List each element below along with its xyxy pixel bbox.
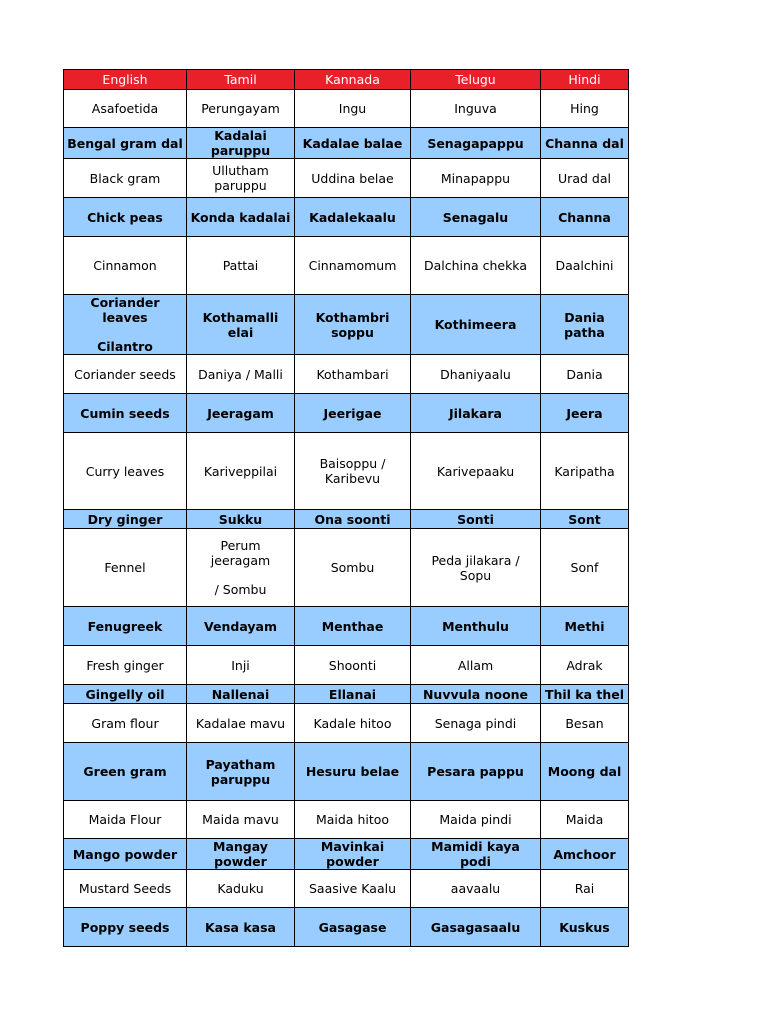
cell-text: Moong dal — [547, 764, 622, 779]
cell-text: Menthae — [321, 618, 384, 634]
cell-text: Sukku — [218, 511, 263, 527]
cell-kannada — [295, 801, 411, 839]
cell-kannada — [295, 90, 411, 128]
cell-text: Nuvvula noone — [422, 686, 529, 702]
cell-telugu — [411, 198, 541, 237]
table-row — [64, 704, 629, 743]
cell-text: Daniya / Malli — [198, 366, 283, 382]
cell-text: Senagapappu — [427, 135, 524, 151]
cell-english — [64, 646, 187, 685]
cell-telugu — [411, 870, 541, 908]
cell-hindi — [541, 510, 629, 529]
cell-text: Chick peas — [87, 209, 163, 225]
cell-text: aavaalu — [450, 881, 501, 896]
cell-kannada — [295, 908, 411, 947]
cell-tamil — [187, 801, 295, 839]
cell-text: Green gram — [83, 764, 167, 779]
cell-text: Senaga pindi — [434, 715, 517, 731]
cell-text: Channa — [558, 209, 611, 225]
header-kannada: Kannada — [295, 70, 411, 90]
cell-text: Maida mavu — [202, 812, 279, 827]
cell-text: Curry leaves — [85, 463, 165, 479]
cell-telugu — [411, 510, 541, 529]
cell-english — [64, 529, 187, 607]
cell-hindi — [541, 355, 629, 394]
table-header — [64, 70, 629, 90]
table-row — [64, 870, 629, 908]
header-english: English — [64, 70, 187, 90]
cell-text: Mango powder — [72, 846, 178, 862]
cell-kannada — [295, 743, 411, 801]
cell-english — [64, 704, 187, 743]
cell-tamil — [187, 394, 295, 433]
cell-text: Kadalae mavu — [195, 715, 286, 731]
cell-text: Jilakara — [448, 405, 502, 421]
cell-english — [64, 510, 187, 529]
cell-text: Mustard Seeds — [78, 881, 172, 896]
cell-tamil — [187, 839, 295, 870]
table-row — [64, 355, 629, 394]
cell-text: Kuskus — [559, 919, 610, 935]
cell-text: Cilantro — [97, 339, 153, 354]
cell-text: Rai — [574, 881, 595, 896]
cell-english — [64, 237, 187, 295]
cell-text: Ellanai — [328, 686, 377, 702]
cell-text: paruppu — [210, 771, 271, 787]
table-row — [64, 394, 629, 433]
cell-text: Uddina belae — [311, 170, 394, 186]
cell-hindi — [541, 198, 629, 237]
cell-text: Shoonti — [328, 657, 377, 673]
table-row — [64, 90, 629, 128]
cell-english — [64, 433, 187, 510]
cell-text: Kaduku — [217, 881, 264, 896]
cell-text: Adrak — [566, 657, 603, 673]
cell-text: Inguva — [454, 101, 497, 116]
cell-text: Coriander leaves — [90, 295, 160, 325]
cell-text: Sombu — [330, 560, 375, 575]
cell-tamil — [187, 646, 295, 685]
cell-text: Gasagase — [318, 919, 387, 935]
table-row — [64, 295, 629, 355]
cell-english — [64, 90, 187, 128]
table-body — [64, 90, 629, 947]
cell-tamil — [187, 237, 295, 295]
cell-english — [64, 870, 187, 908]
cell-text: Fresh ginger — [86, 657, 164, 673]
cell-text: Kothambari — [316, 366, 389, 382]
cell-text: Vendayam — [204, 618, 277, 634]
cell-text: Channa dal — [545, 135, 624, 151]
cell-text: Mavinkai powder — [320, 839, 385, 869]
cell-english — [64, 394, 187, 433]
cell-telugu — [411, 685, 541, 704]
cell-telugu — [411, 237, 541, 295]
table-row — [64, 510, 629, 529]
cell-kannada — [295, 159, 411, 198]
cell-english — [64, 839, 187, 870]
cell-telugu — [411, 839, 541, 870]
cell-kannada — [295, 839, 411, 870]
cell-telugu — [411, 159, 541, 198]
cell-text: Sont — [568, 511, 601, 527]
cell-text: Inji — [231, 657, 250, 673]
cell-kannada — [295, 355, 411, 394]
header-hindi: Hindi — [541, 70, 629, 90]
cell-text: Peda jilakara / Sopu — [431, 552, 520, 583]
cell-text: Bengal gram dal — [67, 135, 183, 151]
cell-hindi — [541, 529, 629, 607]
cell-telugu — [411, 90, 541, 128]
cell-text: Maida hitoo — [315, 812, 390, 827]
cell-text: Karivepaaku — [436, 463, 515, 479]
cell-text: Kothamalli elai — [202, 309, 279, 340]
cell-hindi — [541, 743, 629, 801]
cell-hindi — [541, 646, 629, 685]
cell-telugu — [411, 801, 541, 839]
cell-text: Amchoor — [553, 846, 616, 862]
cell-text: Perungayam — [201, 101, 280, 116]
cell-text: Dhaniyaalu — [440, 366, 511, 382]
cell-english — [64, 607, 187, 646]
cell-hindi — [541, 433, 629, 510]
table-row — [64, 646, 629, 685]
cell-text: Nallenai — [211, 686, 270, 702]
cell-text: Gasagasaalu — [430, 919, 521, 935]
cell-hindi — [541, 801, 629, 839]
cell-text: Karibevu — [324, 471, 381, 486]
cell-tamil — [187, 295, 295, 355]
header-tamil: Tamil — [187, 70, 295, 90]
cell-kannada — [295, 685, 411, 704]
cell-text: Maida pindi — [439, 812, 512, 827]
cell-text: Jeeragam — [207, 405, 274, 421]
cell-hindi — [541, 159, 629, 198]
cell-text: Baisoppu / — [319, 456, 386, 471]
cell-tamil — [187, 870, 295, 908]
cell-text: / Sombu — [214, 582, 267, 597]
cell-text: Black gram — [89, 170, 161, 186]
cell-hindi — [541, 908, 629, 947]
cell-kannada — [295, 607, 411, 646]
cell-hindi — [541, 685, 629, 704]
cell-hindi — [541, 394, 629, 433]
cell-text: Sonf — [570, 560, 599, 575]
cell-text: Fennel — [104, 560, 146, 575]
table-row — [64, 198, 629, 237]
cell-text: Perum jeeragam — [210, 538, 271, 568]
cell-english — [64, 743, 187, 801]
cell-telugu — [411, 704, 541, 743]
cell-text: Minapappu — [440, 170, 511, 186]
cell-tamil — [187, 90, 295, 128]
cell-text: Dania — [566, 366, 603, 382]
cell-kannada — [295, 433, 411, 510]
cell-kannada — [295, 646, 411, 685]
cell-kannada — [295, 237, 411, 295]
cell-text: Mamidi kaya podi — [431, 839, 520, 869]
cell-kannada — [295, 510, 411, 529]
cell-text: Poppy seeds — [80, 919, 170, 935]
table-row — [64, 908, 629, 947]
table-row — [64, 839, 629, 870]
cell-tamil — [187, 159, 295, 198]
cell-text: Kadalekaalu — [309, 209, 396, 225]
cell-hindi — [541, 295, 629, 355]
cell-text: Pattai — [222, 258, 259, 273]
cell-kannada — [295, 394, 411, 433]
table-row — [64, 685, 629, 704]
cell-english — [64, 801, 187, 839]
cell-telugu — [411, 743, 541, 801]
cell-text: Asafoetida — [91, 101, 159, 116]
table-row — [64, 607, 629, 646]
cell-text: Fenugreek — [87, 618, 163, 634]
cell-text: Thil ka thel — [544, 686, 625, 702]
cell-text: Kadalai paruppu — [210, 128, 271, 158]
cell-text: paruppu — [214, 178, 267, 193]
cell-text: Cumin seeds — [80, 405, 170, 421]
table-row — [64, 237, 629, 295]
cell-text: Jeerigae — [323, 405, 382, 421]
cell-kannada — [295, 128, 411, 159]
cell-hindi — [541, 839, 629, 870]
cell-tamil — [187, 685, 295, 704]
cell-hindi — [541, 870, 629, 908]
cell-text: Mangay powder — [213, 839, 268, 869]
table-row — [64, 159, 629, 198]
cell-english — [64, 908, 187, 947]
cell-tamil — [187, 529, 295, 607]
cell-text: Urad dal — [558, 170, 611, 186]
cell-tamil — [187, 510, 295, 529]
cell-text: Ona soonti — [314, 511, 391, 527]
cell-kannada — [295, 198, 411, 237]
cell-text: Kariveppilai — [203, 463, 278, 479]
table-row — [64, 529, 629, 607]
cell-tamil — [187, 198, 295, 237]
cell-telugu — [411, 529, 541, 607]
cell-tamil — [187, 355, 295, 394]
spice-names-table — [63, 69, 629, 947]
table-row — [64, 128, 629, 159]
cell-english — [64, 685, 187, 704]
cell-text: Maida Flour — [88, 812, 162, 827]
cell-tamil — [187, 607, 295, 646]
cell-telugu — [411, 355, 541, 394]
cell-english — [64, 159, 187, 198]
cell-text: Hesuru belae — [305, 764, 400, 779]
cell-text: Allam — [457, 657, 494, 673]
cell-english — [64, 128, 187, 159]
cell-text: Kothimeera — [434, 317, 517, 332]
cell-text: Kadalae balae — [302, 135, 403, 151]
cell-english — [64, 198, 187, 237]
cell-text: Gingelly oil — [85, 686, 165, 702]
cell-text: Methi — [564, 618, 605, 634]
cell-text: Kadale hitoo — [313, 715, 392, 731]
cell-text: Kasa kasa — [205, 919, 276, 935]
cell-telugu — [411, 646, 541, 685]
cell-text: Payatham — [205, 756, 276, 772]
cell-telugu — [411, 433, 541, 510]
cell-text: Ingu — [338, 101, 367, 116]
cell-text: Hing — [570, 101, 599, 116]
header-row — [64, 70, 629, 90]
cell-english — [64, 295, 187, 355]
cell-hindi — [541, 237, 629, 295]
cell-text: Karipatha — [554, 463, 615, 479]
cell-text: Ullutham — [212, 163, 269, 178]
table-row — [64, 433, 629, 510]
cell-tamil — [187, 908, 295, 947]
cell-text: Cinnamon — [93, 258, 157, 273]
cell-tamil — [187, 433, 295, 510]
cell-text: Besan — [565, 715, 604, 731]
cell-text: Senagalu — [442, 209, 509, 225]
cell-text: Dry ginger — [87, 511, 163, 527]
cell-text: Maida — [565, 812, 604, 827]
cell-kannada — [295, 295, 411, 355]
cell-kannada — [295, 870, 411, 908]
header-telugu: Telugu — [411, 70, 541, 90]
cell-text: Saasive Kaalu — [309, 881, 396, 896]
cell-text: Gram flour — [91, 715, 159, 731]
cell-text: Dania patha — [564, 309, 605, 340]
cell-text: Menthulu — [442, 618, 509, 634]
cell-english — [64, 355, 187, 394]
cell-text: Jeera — [566, 405, 603, 421]
cell-telugu — [411, 908, 541, 947]
cell-text: Daalchini — [555, 258, 614, 273]
cell-text: Dalchina chekka — [424, 258, 527, 273]
cell-tamil — [187, 128, 295, 159]
cell-kannada — [295, 704, 411, 743]
cell-hindi — [541, 607, 629, 646]
cell-hindi — [541, 90, 629, 128]
cell-telugu — [411, 607, 541, 646]
table-row — [64, 743, 629, 801]
cell-kannada — [295, 529, 411, 607]
cell-tamil — [187, 743, 295, 801]
cell-text: Konda kadalai — [190, 209, 291, 225]
table-row — [64, 801, 629, 839]
cell-telugu — [411, 128, 541, 159]
cell-telugu — [411, 394, 541, 433]
cell-text: Pesara pappu — [427, 764, 524, 779]
cell-hindi — [541, 128, 629, 159]
cell-hindi — [541, 704, 629, 743]
cell-tamil — [187, 704, 295, 743]
cell-text: Coriander seeds — [74, 366, 176, 382]
cell-text: Cinnamomum — [308, 258, 397, 273]
cell-text: Kothambri soppu — [315, 309, 390, 340]
cell-text: Sonti — [457, 511, 494, 527]
cell-telugu — [411, 295, 541, 355]
